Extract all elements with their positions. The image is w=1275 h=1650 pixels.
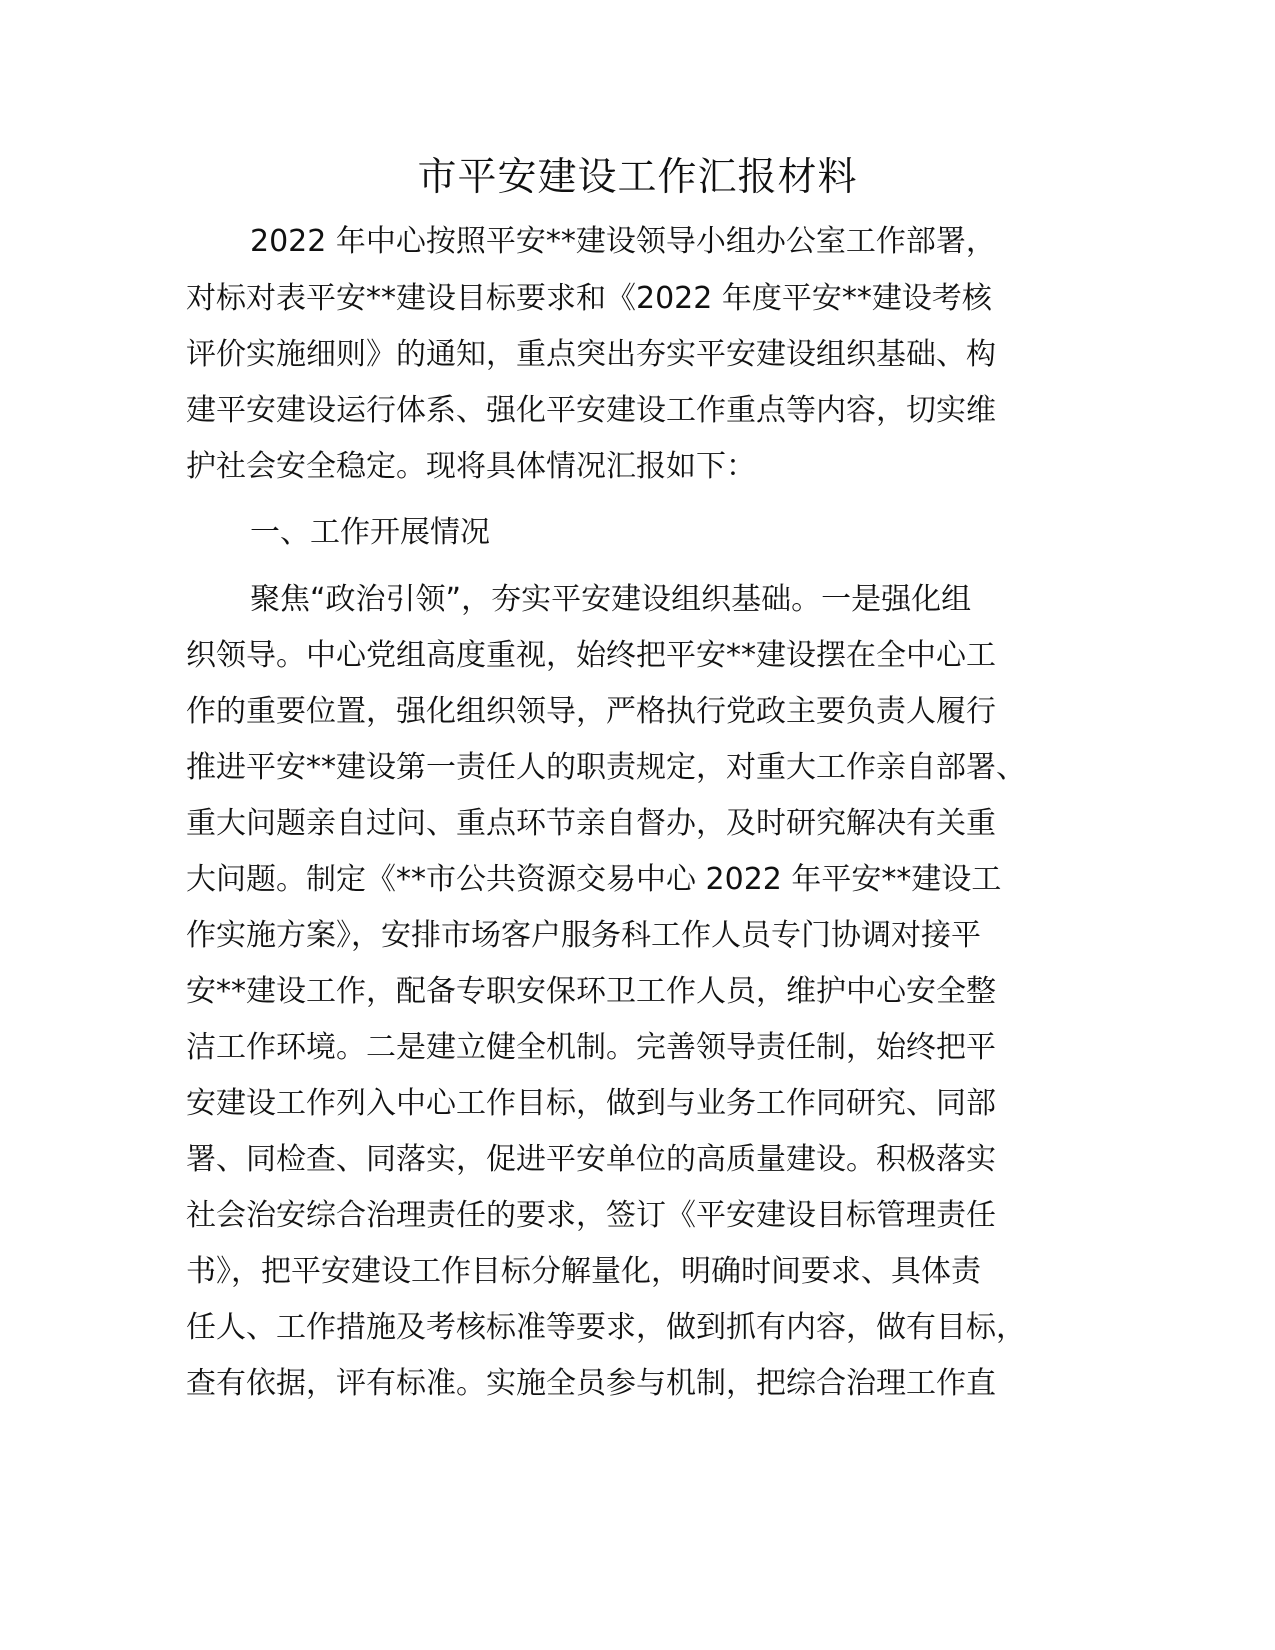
body-line-7: 作实施方案》，安排市场客户服务科工作人员专门协调对接平	[186, 918, 981, 953]
document-title: 市平安建设工作汇报材料	[417, 155, 858, 200]
body-line-9: 洁工作环境。二是建立健全机制。完善领导责任制，始终把平	[186, 1030, 996, 1065]
intro-line-4: 建平安建设运行体系、强化平安建设工作重点等内容，切实维	[186, 393, 996, 428]
body-line-12: 社会治安综合治理责任的要求，签订《平安建设目标管理责任	[186, 1198, 996, 1233]
body-line-1: 聚焦“政治引领”，夯实平安建设组织基础。一是强化组	[250, 582, 972, 617]
body-line-13: 书》，把平安建设工作目标分解量化，明确时间要求、具体责	[186, 1254, 981, 1289]
body-line-5: 重大问题亲自过问、重点环节亲自督办，及时研究解决有关重	[186, 806, 996, 841]
body-line-3: 作的重要位置，强化组织领导，严格执行党政主要负责人履行	[186, 694, 996, 729]
intro-line-1: 2022 年中心按照平安**建设领导小组办公室工作部署，	[250, 224, 996, 259]
body-line-4: 推进平安**建设第一责任人的职责规定，对重大工作亲自部署、	[186, 750, 1026, 785]
body-line-6: 大问题。制定《**市公共资源交易中心 2022 年平安**建设工	[186, 862, 1002, 897]
intro-line-5: 护社会安全稳定。现将具体情况汇报如下：	[186, 449, 756, 484]
body-line-15: 查有依据，评有标准。实施全员参与机制，把综合治理工作直	[186, 1366, 996, 1401]
body-line-8: 安**建设工作，配备专职安保环卫工作人员，维护中心安全整	[186, 974, 996, 1009]
body-line-14: 任人、工作措施及考核标准等要求，做到抓有内容，做有目标，	[186, 1310, 1026, 1345]
intro-line-2: 对标对表平安**建设目标要求和《2022 年度平安**建设考核	[186, 281, 992, 316]
body-line-11: 署、同检查、同落实，促进平安单位的高质量建设。积极落实	[186, 1142, 996, 1177]
intro-line-3: 评价实施细则》的通知，重点突出夯实平安建设组织基础、构	[186, 337, 996, 372]
section-heading: 一、工作开展情况	[250, 515, 490, 550]
body-line-2: 织领导。中心党组高度重视，始终把平安**建设摆在全中心工	[186, 638, 996, 673]
body-line-10: 安建设工作列入中心工作目标，做到与业务工作同研究、同部	[186, 1086, 996, 1121]
